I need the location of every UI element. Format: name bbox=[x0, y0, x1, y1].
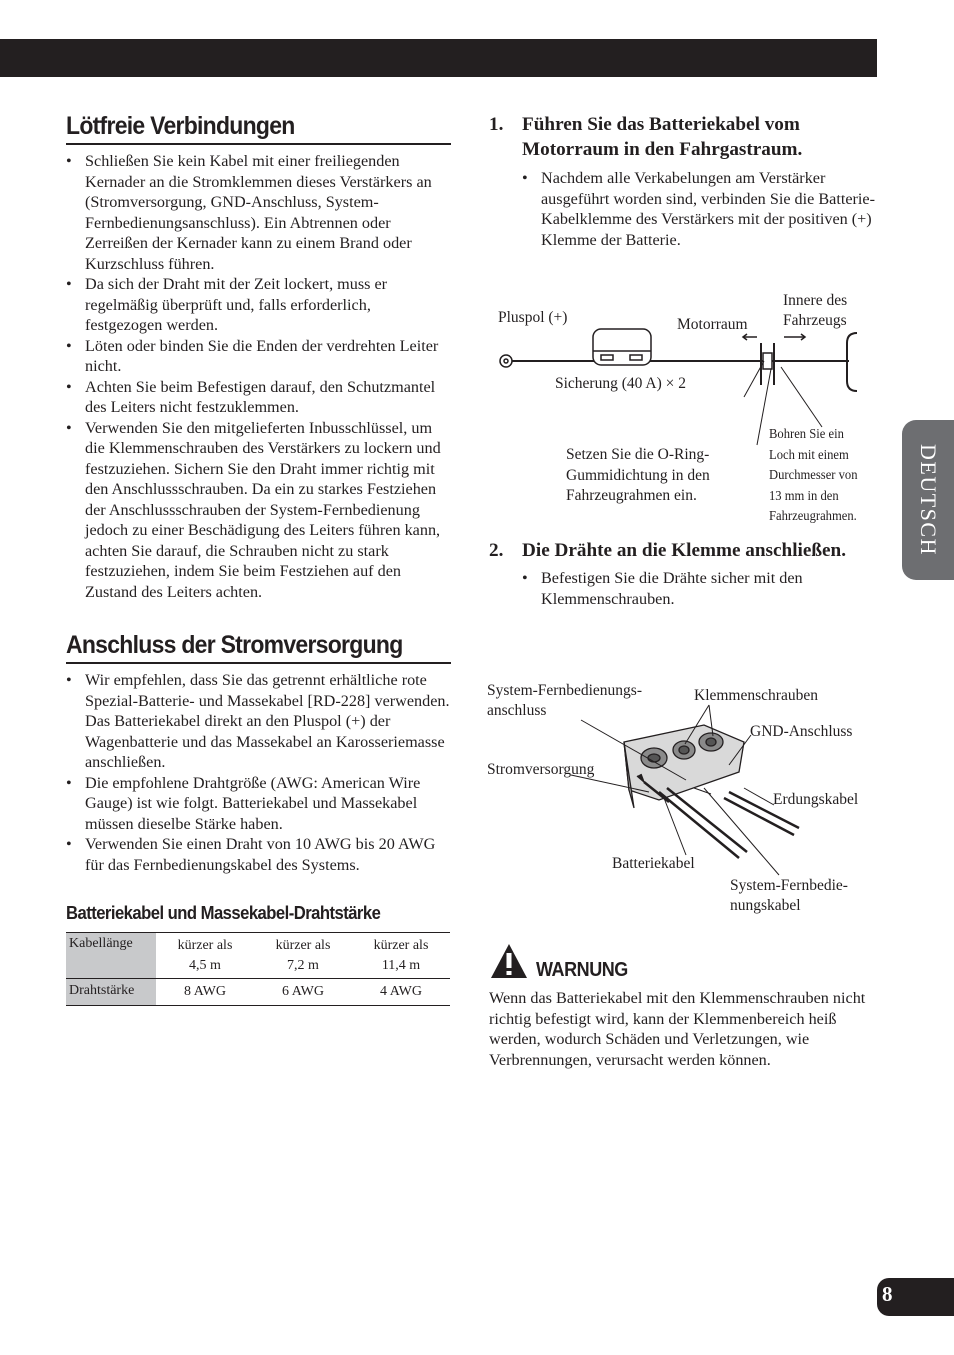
label-oring-2: Gummidichtung in den bbox=[566, 467, 710, 484]
list-item: • Wir empfehlen, dass Sie das getrennt erhältliche rote Spezial-Batterie- und Massekabel [RD-228] verwenden. Das Batteriekabel direkt an den Pluspol (+) der Wagenbatterie und das Massekabel an Karosseriemasse anschließen. bbox=[66, 670, 451, 773]
label-gnd: GND-Anschluss bbox=[750, 723, 853, 740]
label-erdungskabel: Erdungskabel bbox=[773, 791, 859, 808]
page-number: 8 bbox=[882, 1282, 893, 1306]
o-ring-grommet bbox=[763, 353, 772, 369]
table-cell bbox=[156, 933, 254, 979]
label-remote-port-2: anschluss bbox=[487, 702, 547, 719]
label-sicherung: Sicherung (40 A) × 2 bbox=[555, 375, 687, 392]
power-bullets bbox=[66, 670, 451, 875]
table-cell bbox=[352, 933, 450, 979]
section-rule bbox=[66, 143, 451, 145]
list-item: • Die empfohlene Drahtgröße (AWG: American Wire Gauge) ist wie folgt. Batteriekabel und Massekabel müssen dieselbe Stärke haben. bbox=[66, 773, 451, 835]
right-column bbox=[489, 112, 884, 250]
cell-line: 7,2 m bbox=[287, 957, 319, 973]
label-klemmenschrauben: Klemmenschrauben bbox=[694, 687, 818, 704]
table-title: Batteriekabel und Massekabel-Drahtstärke bbox=[66, 902, 381, 923]
list-item: • Verwenden Sie den mitgelieferten Inbusschlüssel, um die Klemmenschrauben des Verstärkers zu lockern und festzuziehen. Sichern Sie den Draht immer richtig mit den Anschlussschrauben. Da ein zu starkes Festziehen der Anschlussschrauben der System-Fernbedienung jedoch zu einer Beschädigung des Leiters führen kann, achten Sie darauf, die Schrauben nicht zu stark festzuziehen, indem Sie beim Festziehen auf den Zustand des Leiters achten. bbox=[66, 418, 451, 603]
label-remote-cable-1: System-Fernbedie- bbox=[730, 877, 848, 894]
label-bohren-5: Fahrzeugrahmen. bbox=[769, 509, 857, 524]
soldering-bullets bbox=[66, 151, 451, 602]
cell-line: 11,4 m bbox=[381, 957, 421, 973]
label-remote-port-1: System-Fernbedienungs- bbox=[487, 682, 642, 699]
warning-body: Wenn das Batteriekabel mit den Klemmenschrauben nicht richtig befestigt wird, kann der Klemmenbereich heiß werden, wodurch Schäden und Verletzungen, wie Verbrennungen, verursacht werden können. bbox=[489, 989, 866, 1069]
list-item: • Achten Sie beim Befestigen darauf, den Schutzmantel des Leiters nicht festzuklemmen. bbox=[66, 377, 451, 418]
wire-gauge-table bbox=[66, 932, 450, 1006]
left-column bbox=[66, 112, 451, 1006]
list-item: • Verwenden Sie einen Draht von 10 AWG bis 20 AWG für das Fernbedienungskabel des Systems. bbox=[66, 834, 451, 875]
table-cell: 6 AWG bbox=[281, 984, 325, 999]
list-item: • Da sich der Draht mit der Zeit lockert, muss er regelmäßig überprüft und, falls erforderlich, festgezogen werden. bbox=[66, 274, 451, 336]
label-innere-1: Innere des bbox=[783, 292, 848, 309]
row-label-length: Kabellänge bbox=[66, 933, 156, 979]
table-cell: 4 AWG bbox=[379, 984, 423, 999]
page-number-badge bbox=[877, 1278, 954, 1316]
cell-line: 4,5 m bbox=[189, 957, 221, 973]
list-item: • Löten oder binden Sie die Enden der verdrehten Leiter nicht. bbox=[66, 336, 451, 377]
cell-line: kürzer als bbox=[177, 937, 233, 953]
section-rule bbox=[66, 662, 451, 664]
label-bohren-4: 13 mm in den bbox=[769, 489, 839, 504]
table-cell: 8 AWG bbox=[183, 984, 227, 999]
cell-line: kürzer als bbox=[275, 937, 331, 953]
section-title-soldering: Lötfreie Verbindungen bbox=[66, 112, 295, 140]
step-number: 2. bbox=[489, 540, 504, 561]
warning-header bbox=[489, 942, 884, 982]
step-number: 1. bbox=[489, 114, 504, 135]
list-item: • Schließen Sie kein Kabel mit einer freiliegenden Kernader an die Stromklemmen dieses Verstärkers an (Stromversorgung, GND-Anschluss, System-Fernbedienungsanschluss). Ein Abtrennen oder Zerreißen der Kernader kann zu einem Brand oder Kurzschluss führen. bbox=[66, 151, 451, 274]
table-cell bbox=[254, 933, 352, 979]
table-row bbox=[66, 933, 450, 979]
list-item: • Nachdem alle Verkabelungen am Verstärker ausgeführt worden sind, verbinden Sie die Batterie-Kabelklemme des Verstärkers mit der positiven (+) Klemme der Batterie. bbox=[522, 168, 884, 250]
label-oring-1: Setzen Sie die O-Ring- bbox=[566, 446, 710, 463]
label-batteriekabel: Batteriekabel bbox=[612, 855, 695, 872]
warning-triangle-icon bbox=[489, 942, 529, 980]
label-innere-2: Fahrzeugs bbox=[783, 312, 847, 329]
label-bohren-1: Bohren Sie ein bbox=[769, 427, 844, 442]
warning-title: WARNUNG bbox=[536, 959, 628, 981]
cell-line: kürzer als bbox=[373, 937, 429, 953]
list-item: • Befestigen Sie die Drähte sicher mit den Klemmenschrauben. bbox=[522, 568, 884, 609]
step-title: Führen Sie das Batteriekabel vom Motorraum in den Fahrgastraum. bbox=[522, 114, 803, 160]
label-remote-cable-2: nungskabel bbox=[730, 897, 801, 914]
row-label-gauge: Drahtstärke bbox=[66, 979, 156, 1006]
label-bohren-3: Durchmesser von bbox=[769, 468, 858, 483]
label-oring-3: Fahrzeugrahmen ein. bbox=[566, 487, 697, 504]
step-2-bullets bbox=[489, 568, 884, 609]
language-tab-label: DEUTSCH bbox=[916, 444, 941, 556]
step-1-heading bbox=[489, 112, 884, 162]
header-bar bbox=[0, 39, 877, 77]
battery-wire bbox=[659, 792, 739, 858]
label-bohren-2: Loch mit einem bbox=[769, 448, 849, 463]
step-1-bullets bbox=[489, 168, 884, 250]
battery-terminal-ring bbox=[500, 355, 512, 367]
step-title: Die Drähte an die Klemme anschließen. bbox=[522, 540, 847, 561]
step-2-block bbox=[489, 538, 884, 609]
label-motorraum: Motorraum bbox=[677, 316, 748, 333]
label-stromversorgung: Stromversorgung bbox=[487, 761, 595, 778]
label-pluspol: Pluspol (+) bbox=[498, 309, 568, 326]
table-row bbox=[66, 979, 450, 1006]
section-title-power: Anschluss der Stromversorgung bbox=[66, 631, 403, 659]
warning-block bbox=[489, 942, 884, 1070]
step-2-heading bbox=[489, 538, 884, 563]
